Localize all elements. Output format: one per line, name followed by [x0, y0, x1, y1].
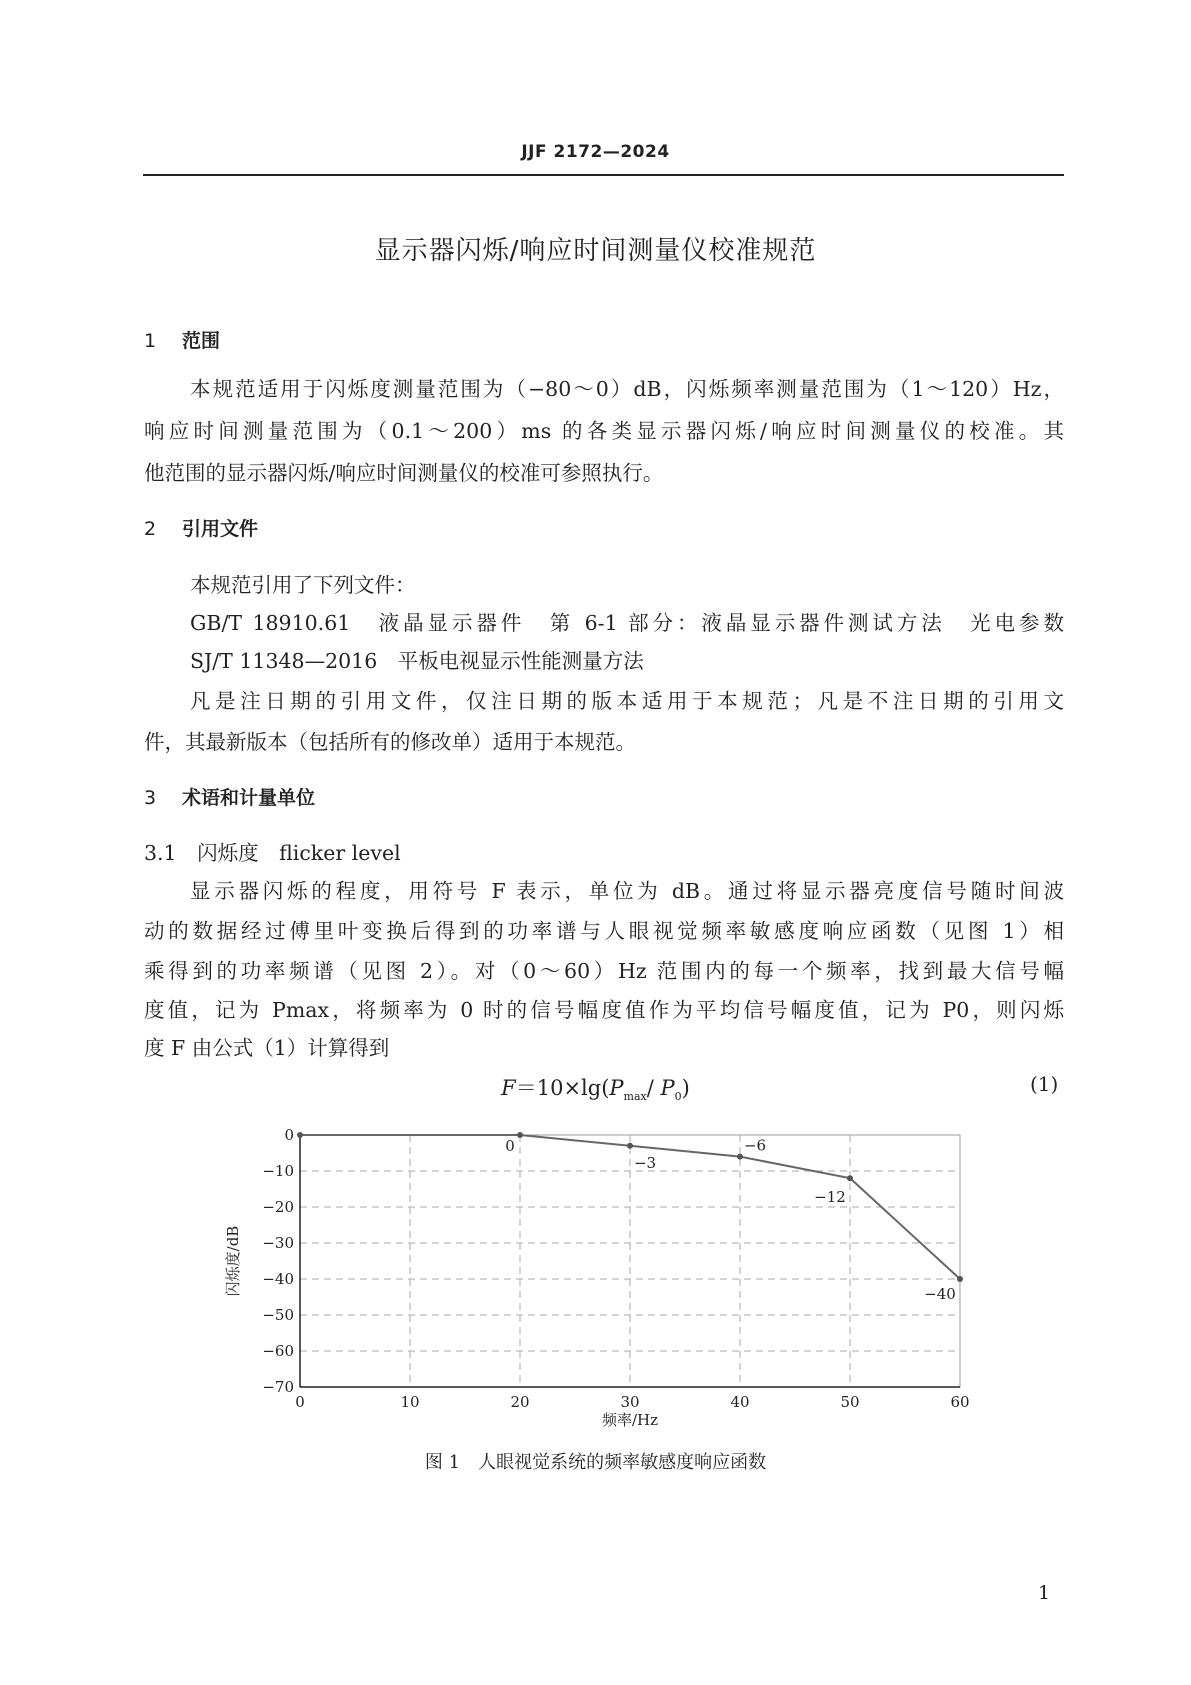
- section-number: 1: [144, 330, 157, 352]
- data-label: −12: [814, 1188, 846, 1207]
- data-point: [847, 1175, 853, 1181]
- reference-doc: GB/T 18910.61 液晶显示器件 第 6-1 部分：液晶显示器件测试方法 光电参数: [190, 611, 1064, 635]
- data-point: [627, 1143, 633, 1149]
- section-title: 范围: [182, 330, 221, 352]
- data-point: [957, 1276, 963, 1282]
- section-number: 3: [144, 787, 157, 809]
- y-tick-label: −50: [262, 1306, 294, 1324]
- term-definition-line: 显示器闪烁的程度，用符号 F 表示，单位为 dB。通过将显示器亮度信号随时间波: [190, 879, 1064, 903]
- y-tick-label: −30: [262, 1234, 294, 1252]
- figure-1-chart: [220, 1118, 1000, 1438]
- y-tick-label: −70: [262, 1378, 294, 1396]
- data-point: [297, 1132, 303, 1138]
- section-heading-scope: [144, 326, 220, 353]
- y-tick-label: −60: [262, 1342, 294, 1360]
- formula-1: $F=10\times\lg(P_{max}/$ $P_0$): [501, 1076, 690, 1104]
- y-axis-label: 闪烁度/dB: [224, 1225, 242, 1297]
- term-definition-line: 度值，记为 Pmax，将频率为 0 时的信号幅度值作为平均信号幅度值，记为 P0，则闪烁: [144, 998, 1064, 1022]
- data-label: 0: [505, 1137, 515, 1155]
- term-definition-line: 动的数据经过傅里叶变换后得到的功率谱与人眼视觉频率敏感度响应函数（见图 1）相: [144, 919, 1064, 943]
- references-note-line: 凡是注日期的引用文件，仅注日期的版本适用于本规范；凡是不注日期的引用文: [190, 689, 1064, 713]
- data-label: −40: [924, 1285, 956, 1303]
- equation-number: (1): [1030, 1072, 1059, 1096]
- y-tick-label: −10: [262, 1162, 294, 1180]
- data-label: −6: [743, 1136, 767, 1155]
- section-heading-references: [144, 514, 258, 541]
- x-tick-label: 20: [510, 1393, 530, 1411]
- section-number: 2: [144, 518, 157, 540]
- page-number: 1: [1038, 1582, 1051, 1604]
- scope-line: 本规范适用于闪烁度测量范围为（−80～0）dB，闪烁频率测量范围为（1～120）Hz，: [190, 377, 1064, 401]
- data-point: [517, 1132, 523, 1138]
- references-note-line: 件，其最新版本（包括所有的修改单）适用于本规范。: [144, 730, 636, 754]
- x-tick-label: 10: [400, 1393, 420, 1411]
- header-rule: [143, 174, 1064, 176]
- x-tick-label: 50: [840, 1393, 860, 1411]
- x-tick-label: 40: [730, 1393, 750, 1411]
- section-heading-terms: [144, 783, 315, 810]
- term-definition-line: 乘得到的功率频谱（见图 2）。对（0～60）Hz 范围内的每一个频率，找到最大信号幅: [144, 959, 1064, 983]
- x-tick-label: 30: [620, 1393, 640, 1411]
- scope-line: 响应时间测量范围为（0.1～200）ms 的各类显示器闪烁/响应时间测量仪的校准。其: [144, 419, 1064, 443]
- term-definition-line: 度 F 由公式（1）计算得到: [144, 1036, 390, 1060]
- references-intro: 本规范引用了下列文件：: [190, 573, 416, 597]
- data-label: −3: [633, 1153, 657, 1172]
- x-tick-label: 60: [950, 1393, 970, 1411]
- term-heading: 3.1 闪烁度 flicker level: [144, 841, 401, 865]
- data-point: [737, 1154, 743, 1160]
- x-tick-label: 0: [295, 1393, 305, 1411]
- x-axis-label: 频率/Hz: [601, 1411, 659, 1429]
- figure-caption: 图 1 人眼视觉系统的频率敏感度响应函数: [424, 1452, 767, 1473]
- y-tick-label: 0: [284, 1126, 294, 1144]
- page-title: 显示器闪烁/响应时间测量仪校准规范: [374, 236, 817, 266]
- document-code-header: JJF 2172—2024: [521, 142, 670, 162]
- y-tick-label: −40: [262, 1270, 294, 1288]
- section-title: 引用文件: [182, 518, 259, 540]
- y-tick-label: −20: [262, 1198, 294, 1216]
- scope-line: 他范围的显示器闪烁/响应时间测量仪的校准可参照执行。: [144, 461, 664, 485]
- reference-doc: SJ/T 11348—2016 平板电视显示性能测量方法: [190, 649, 644, 673]
- section-title: 术语和计量单位: [182, 787, 316, 809]
